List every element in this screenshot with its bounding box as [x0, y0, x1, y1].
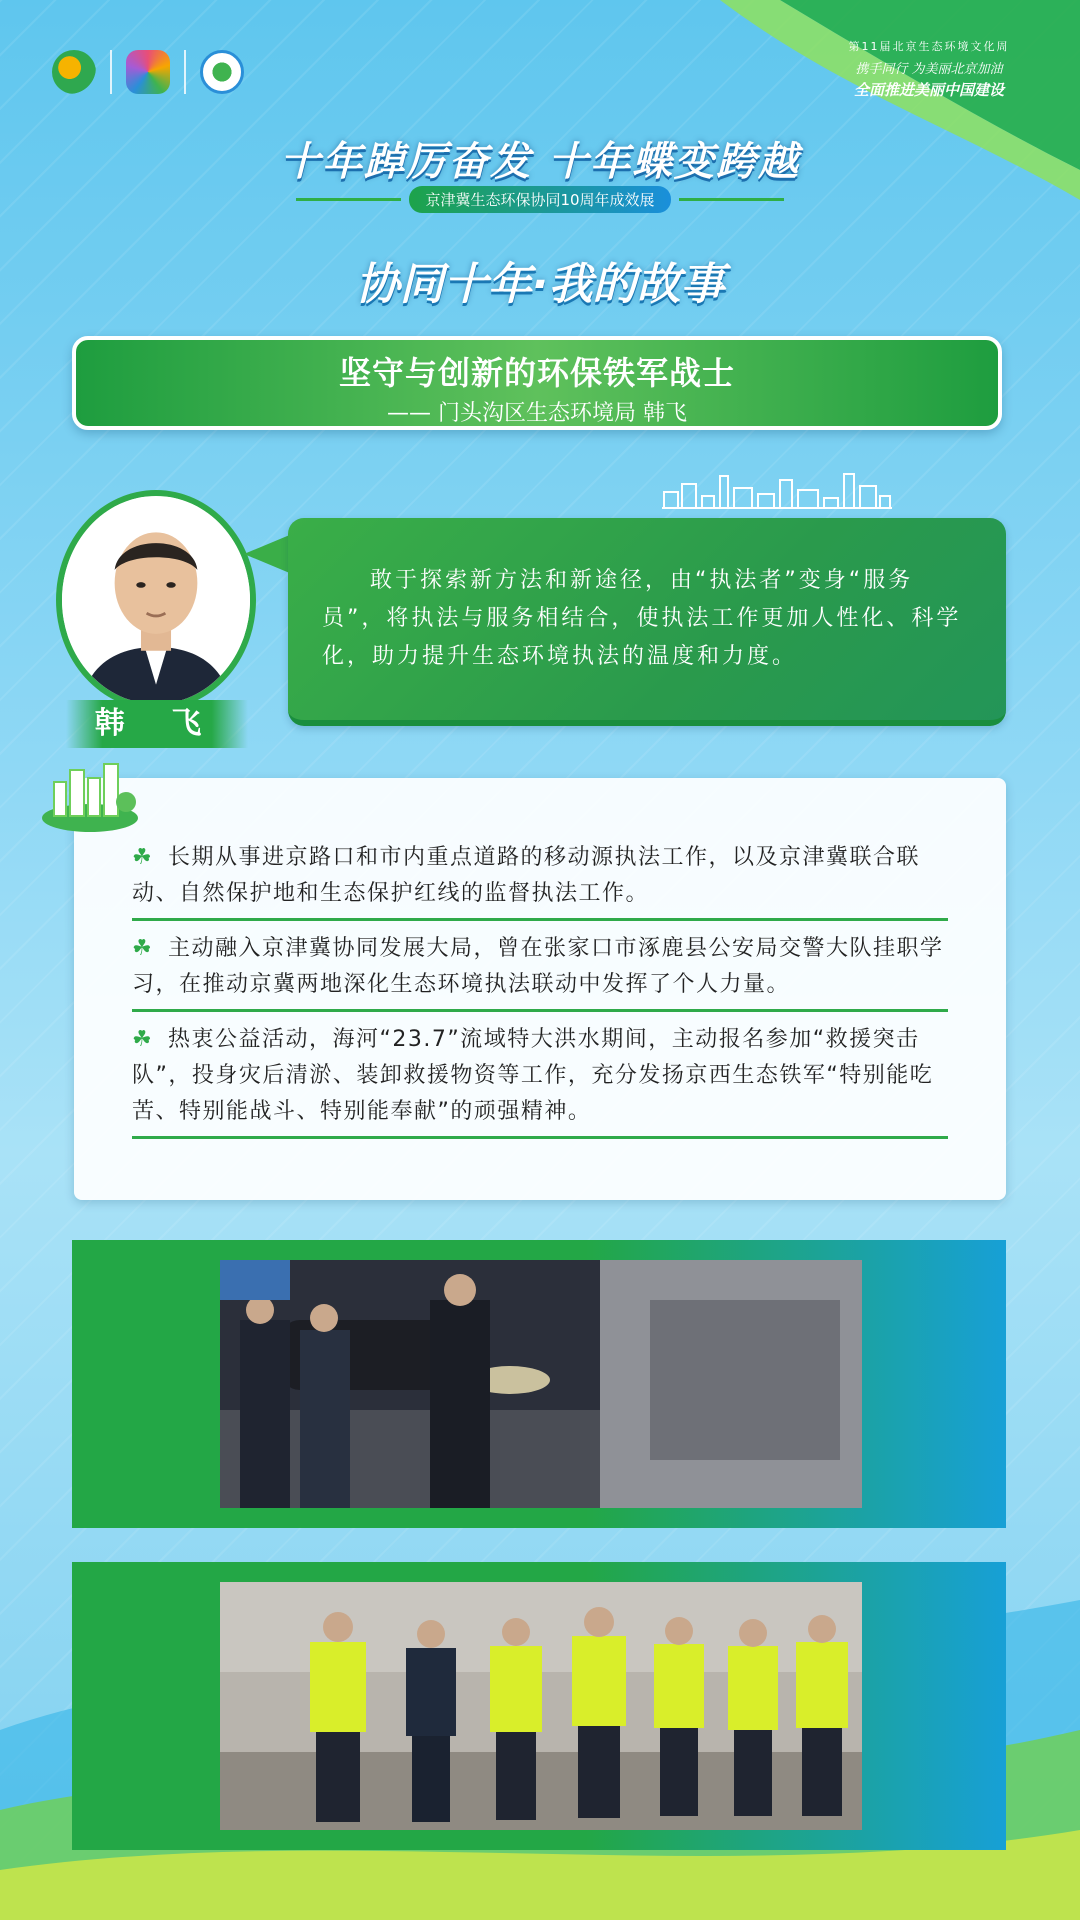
achievement-item: [132, 927, 948, 1012]
achievements-list: [132, 836, 948, 1145]
globe-logo-icon: [200, 50, 244, 94]
ecology-logo-icon: [52, 50, 96, 94]
story-title: 协同十年·我的故事: [355, 259, 725, 310]
banner-subtitle: —— 门头沟区生态环境局 韩飞: [387, 401, 687, 426]
clover-icon: ☘: [132, 936, 154, 961]
main-title: 十年踔厉奋发 十年蝶变跨越: [280, 139, 800, 185]
portrait-image: [62, 496, 250, 704]
person-portrait: [56, 490, 256, 710]
achievement-text: 主动融入京津冀协同发展大局，曾在张家口市涿鹿县公安局交警大队挂职学习，在推动京冀两地深化生态环境执法联动中发挥了个人力量。: [132, 936, 944, 997]
achievement-text: 长期从事进京路口和市内重点道路的移动源执法工作，以及京津冀联合联动、自然保护地和生态保护红线的监督执法工作。: [132, 845, 921, 906]
culture-week-title: 第11届北京生态环境文化周: [848, 40, 1010, 53]
header-logos: [52, 50, 244, 94]
banner-title: 坚守与创新的环保铁军战士: [338, 354, 735, 392]
subtitle-line-right: [679, 198, 784, 201]
team-group-photo: [220, 1582, 862, 1830]
subtitle-line-left: [296, 198, 401, 201]
culture-week-line: 全面推进美丽中国建设: [853, 81, 1004, 99]
achievement-item: [132, 836, 948, 921]
subtitle-text: 京津冀生态环保协同10周年成效展: [409, 186, 670, 213]
achievement-text: 热衷公益活动，海河“23.7”流域特大洪水期间，主动报名参加“救援突击队”，投身灾后清淤、装卸救援物资等工作，充分发扬京西生态铁军“特别能吃苦、特别能战斗、特别能奉献”的顽强精神。: [132, 1027, 934, 1124]
person-name-tag: 韩 飞: [66, 700, 248, 748]
profile-quote: 敢于探索新方法和新途径，由“执法者”变身“服务员”，将执法与服务相结合，使执法工作更加人性化、科学化，助力提升生态环境执法的温度和力度。: [288, 518, 1006, 726]
photo-frame-team: [72, 1562, 1006, 1850]
skyline-decoration: [662, 470, 892, 510]
quote-pointer: [244, 534, 292, 574]
achievement-item: [132, 1018, 948, 1139]
subtitle-band: [296, 186, 784, 212]
person-title-banner: [72, 336, 1002, 430]
logo-divider: [110, 50, 112, 94]
logo-divider: [184, 50, 186, 94]
vehicle-inspection-photo: [220, 1260, 862, 1508]
culture-week-slogan: 携手同行 为美丽北京加油: [855, 62, 1003, 77]
clover-icon: ☘: [132, 1027, 154, 1052]
clover-icon: ☘: [132, 845, 154, 870]
city-globe-decoration: [38, 756, 142, 836]
culture-week-badge: [824, 38, 1034, 100]
hands-logo-icon: [126, 50, 170, 94]
photo-frame-enforcement: [72, 1240, 1006, 1528]
